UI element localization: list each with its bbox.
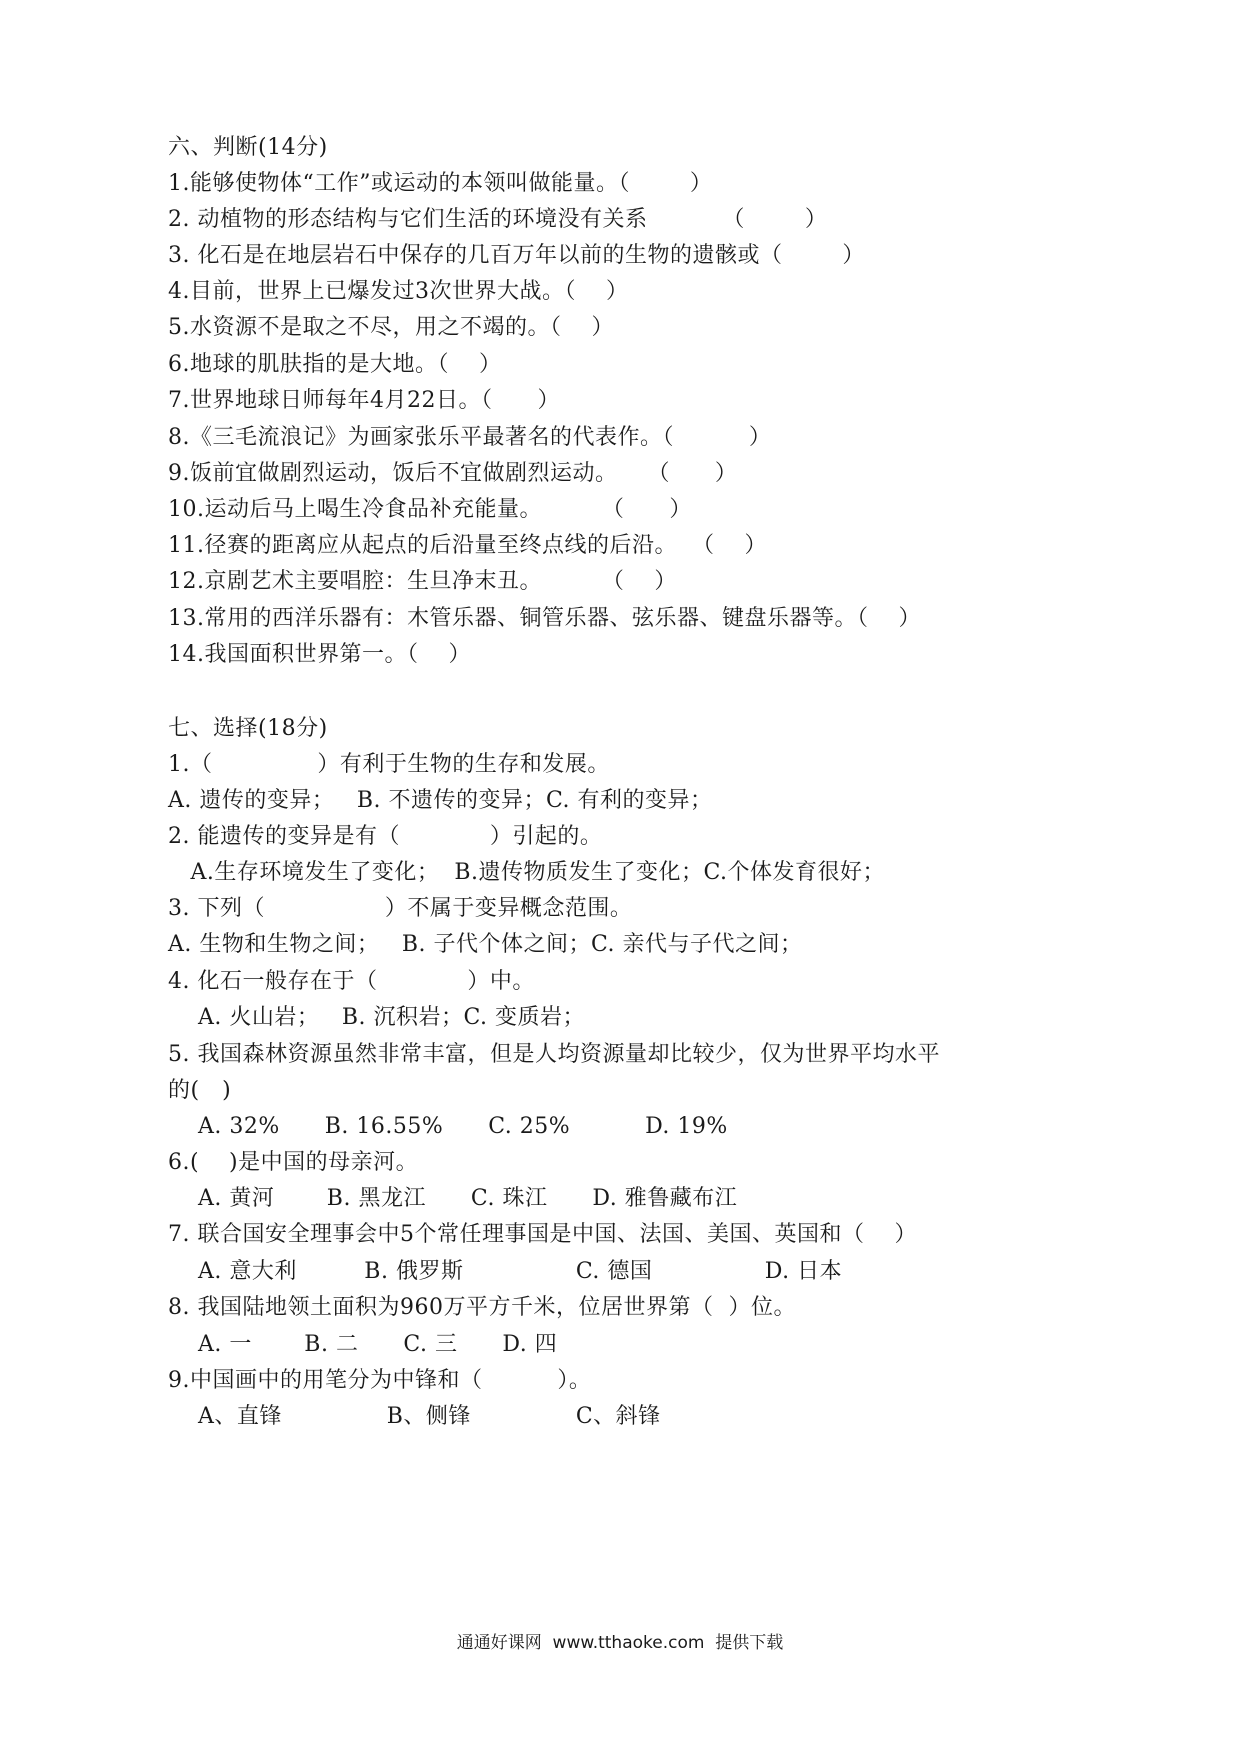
choice-line: A. 火山岩； B. 沉积岩；C. 变质岩；	[168, 1005, 586, 1030]
page-footer: 通通好课网 www.tthaoke.com 提供下载	[456, 1633, 784, 1653]
judgement-item: 1.能够使物体“工作”或运动的本领叫做能量。（ ）	[168, 171, 713, 196]
choice-line: 的( )	[168, 1078, 232, 1103]
judgement-item: 8.《三毛流浪记》为画家张乐平最著名的代表作。（ ）	[168, 425, 772, 450]
choice-line: A. 32% B. 16.55% C. 25% D. 19%	[168, 1114, 728, 1139]
choice-line: 8. 我国陆地领土面积为960万平方千米，位居世界第（ ）位。	[168, 1295, 796, 1320]
judgement-item: 2. 动植物的形态结构与它们生活的环境没有关系 （ ）	[168, 207, 828, 232]
section-heading: 六、判断(14分)	[168, 135, 328, 160]
judgement-item: 12.京剧艺术主要唱腔：生旦净末丑。 （ ）	[168, 569, 677, 594]
section-heading: 七、选择(18分)	[168, 716, 328, 741]
judgement-item: 3. 化石是在地层岩石中保存的几百万年以前的生物的遗骸或（ ）	[168, 243, 865, 268]
choice-line: 9.中国画中的用笔分为中锋和（ ）。	[168, 1368, 592, 1393]
choice-line: A、直锋 B、侧锋 C、斜锋	[168, 1404, 661, 1429]
judgement-item: 10.运动后马上喝生冷食品补充能量。 （ ）	[168, 497, 692, 522]
choice-line: 1.（ ）有利于生物的生存和发展。	[168, 752, 610, 777]
judgement-item: 11.径赛的距离应从起点的后沿量至终点线的后沿。 （ ）	[168, 533, 767, 558]
choice-line: 3. 下列（ ）不属于变异概念范围。	[168, 896, 633, 921]
judgement-item: 5.水资源不是取之不尽，用之不竭的。（ ）	[168, 315, 614, 340]
judgement-item: 4.目前，世界上已爆发过3次世界大战。（ ）	[168, 279, 629, 304]
choice-line: A. 生物和生物之间； B. 子代个体之间；C. 亲代与子代之间；	[168, 932, 803, 957]
choice-line: A. 意大利 B. 俄罗斯 C. 德国 D. 日本	[168, 1259, 843, 1284]
choice-line: 6.( )是中国的母亲河。	[168, 1150, 419, 1175]
choice-line: A. 遗传的变异； B. 不遗传的变异；C. 有利的变异；	[168, 788, 713, 813]
choice-line: A. 黄河 B. 黑龙江 C. 珠江 D. 雅鲁藏布江	[168, 1186, 738, 1211]
choice-line: 2. 能遗传的变异是有（ ）引起的。	[168, 824, 603, 849]
judgement-item: 14.我国面积世界第一。（ ）	[168, 642, 471, 667]
judgement-item: 6.地球的肌肤指的是大地。（ ）	[168, 352, 502, 377]
choice-line: 5. 我国森林资源虽然非常丰富，但是人均资源量却比较少，仅为世界平均水平	[168, 1042, 940, 1067]
judgement-item: 9.饭前宜做剧烈运动，饭后不宜做剧烈运动。 （ ）	[168, 461, 738, 486]
choice-line: 7. 联合国安全理事会中5个常任理事国是中国、法国、美国、英国和（ ）	[168, 1222, 917, 1247]
choice-line: A. 一 B. 二 C. 三 D. 四	[168, 1332, 558, 1357]
choice-line: 4. 化石一般存在于（ ）中。	[168, 969, 535, 994]
judgement-item: 7.世界地球日师每年4月22日。（ ）	[168, 388, 560, 413]
judgement-item: 13.常用的西洋乐器有：木管乐器、铜管乐器、弦乐器、键盘乐器等。（ ）	[168, 606, 921, 631]
choice-line: A.生存环境发生了变化； B.遗传物质发生了变化；C.个体发育很好；	[168, 860, 886, 885]
